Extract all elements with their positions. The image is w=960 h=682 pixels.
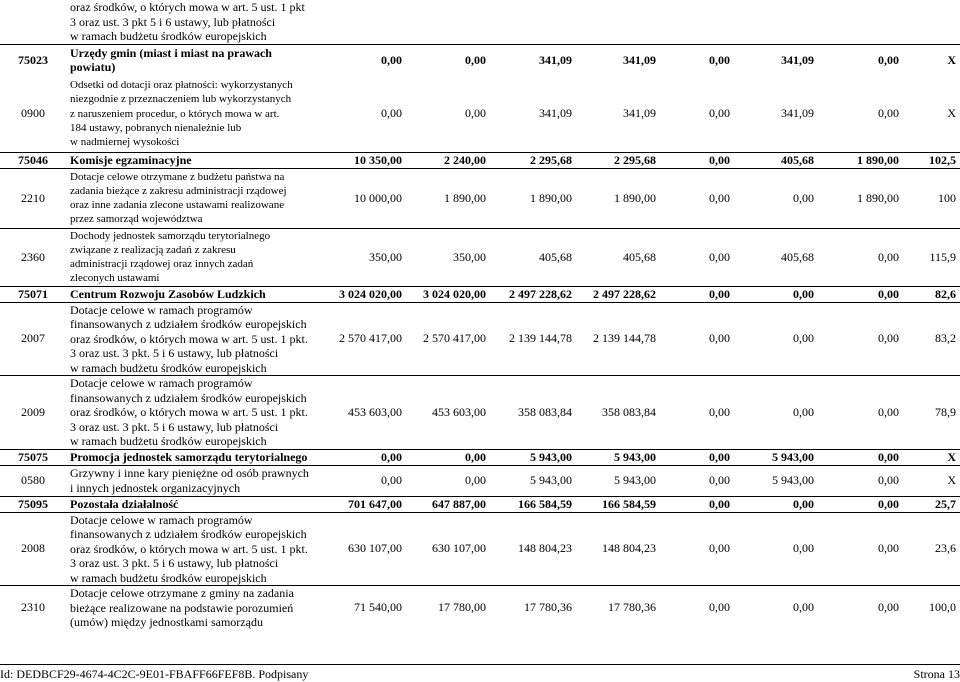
value-cell: 453 603,00: [406, 376, 490, 450]
value-cell: 630 107,00: [406, 512, 490, 586]
value-cell: 17 780,00: [438, 600, 486, 615]
description-line: finansowanych z udziałem środków europejskich: [70, 317, 307, 331]
value-cell: 1 890,00: [406, 168, 490, 228]
value-cell: 350,00: [406, 228, 490, 286]
value-cell: [322, 0, 406, 44]
value-cell: 341,09: [623, 52, 656, 67]
description-line: w ramach budżetu środków europejskich: [70, 360, 267, 375]
description-line: Dotacje celowe w ramach programów: [70, 302, 253, 317]
value-cell: 1 890,00: [818, 168, 903, 228]
value-cell: X: [903, 449, 960, 465]
value-cell: 2 497 228,62: [490, 286, 576, 302]
table-row: [0, 376, 960, 450]
row-code: 75046: [0, 152, 66, 168]
description-line: i innych jednostek organizacyjnych: [70, 480, 241, 495]
table-row: [0, 465, 960, 496]
value-cell: [734, 0, 818, 44]
value-cell: 0,00: [818, 449, 903, 465]
description-line: 184 ustawy, pobranych nienależnie lub: [70, 121, 242, 134]
row-code: 75023: [18, 52, 48, 67]
description-line: w ramach budżetu środków europejskich: [70, 434, 267, 448]
value-cell: 166 584,59: [576, 496, 660, 512]
description-line: 3 oraz ust. 3 pkt. 5 i 6 ustawy, lub płatności: [70, 346, 279, 360]
description-line: powiatu): [70, 60, 116, 75]
row-description: [66, 152, 322, 168]
description-line: Centrum Rozwoju Zasobów Ludzkich: [70, 286, 266, 301]
row-description: [66, 168, 322, 228]
value-cell: 0,00: [406, 465, 490, 496]
value-cell: 0,00: [660, 376, 734, 450]
value-cell: [576, 0, 660, 44]
value-cell: 10 350,00: [322, 152, 406, 168]
row-code: 2008: [0, 512, 66, 586]
row-description: [66, 512, 322, 586]
value-cell: 0,00: [660, 449, 734, 465]
description-line: w ramach budżetu środków europejskich: [70, 570, 267, 585]
row-code: 0580: [0, 465, 66, 496]
value-cell: 2 139 144,78: [490, 302, 576, 376]
value-cell: 0,00: [878, 52, 899, 67]
row-description: [66, 449, 322, 465]
row-code: 2360: [0, 228, 66, 286]
value-cell: 0,00: [660, 465, 734, 496]
value-cell: 78,9: [903, 376, 960, 450]
value-cell: 0,00: [322, 465, 406, 496]
description-line: Odsetki od dotacji oraz płatności: wykorzystanych: [70, 79, 293, 92]
value-cell: 2 240,00: [406, 152, 490, 168]
description-line: oraz środków, o których mowa w art. 5 ust. 1 pkt: [70, 0, 305, 14]
description-line: Dotacje celowe w ramach programów: [70, 376, 253, 390]
description-line: Dotacje celowe otrzymane z gminy na zadania: [70, 586, 294, 600]
description-line: związane z realizacją zadań z zakresu: [70, 243, 236, 256]
description-line: w ramach budżetu środków europejskich: [70, 29, 267, 43]
row-description: [66, 0, 322, 44]
value-cell: [490, 0, 576, 44]
description-line: 3 oraz ust. 3 pkt. 5 i 6 ustawy, lub płatności: [70, 419, 279, 434]
description-line: przez samorząd województwa: [70, 213, 203, 226]
description-line: Pozostała działalność: [70, 496, 179, 511]
description-line: oraz środków, o których mowa w art. 5 ust. 1 pkt.: [70, 331, 308, 346]
description-line: (umów) między jednostkami samorządu: [70, 615, 263, 629]
value-cell: 0,00: [818, 465, 903, 496]
description-line: 3 oraz ust. 3 pkt 5 i 6 ustawy, lub płatności: [70, 14, 276, 29]
row-description: [66, 586, 322, 630]
page-footer: [0, 664, 960, 681]
value-cell: 701 647,00: [322, 496, 406, 512]
row-code: 75095: [0, 496, 66, 512]
row-description: [66, 44, 322, 76]
description-line: zadania bieżące z zakresu administracji rządowej: [70, 184, 287, 197]
value-cell: 0,00: [734, 168, 818, 228]
description-line: Dotacje celowe w ramach programów: [70, 512, 253, 527]
value-cell: 0,00: [465, 106, 486, 121]
value-cell: 0,00: [660, 228, 734, 286]
value-cell: 2 570 417,00: [322, 302, 406, 376]
value-cell: 0,00: [734, 512, 818, 586]
row-code: 75071: [0, 286, 66, 302]
value-cell: 405,68: [576, 228, 660, 286]
value-cell: 0,00: [322, 449, 406, 465]
table-row: [0, 449, 960, 465]
table-row: [0, 512, 960, 586]
value-cell: 2 497 228,62: [576, 286, 660, 302]
value-cell: 0,00: [734, 286, 818, 302]
value-cell: 0,00: [818, 512, 903, 586]
row-code: 2310: [21, 600, 45, 615]
value-cell: 0,00: [734, 496, 818, 512]
description-line: finansowanych z udziałem środków europejskich: [70, 390, 307, 405]
value-cell: [818, 0, 903, 44]
row-description: [66, 76, 322, 152]
value-cell: 102,5: [903, 152, 960, 168]
description-line: administracji rządowej oraz innych zadań: [70, 258, 254, 270]
row-code: 75075: [0, 449, 66, 465]
value-cell: 5 943,00: [490, 465, 576, 496]
value-cell: [406, 0, 490, 44]
value-cell: 0,00: [406, 449, 490, 465]
description-line: z naruszeniem procedur, o których mowa w art.: [70, 107, 280, 120]
description-line: Komisje egzaminacyjne: [70, 152, 192, 167]
value-cell: 2 295,68: [576, 152, 660, 168]
value-cell: 5 943,00: [490, 449, 576, 465]
row-code: 2007: [0, 302, 66, 376]
value-cell: 148 804,23: [490, 512, 576, 586]
value-cell: 166 584,59: [490, 496, 576, 512]
row-code: 2210: [0, 168, 66, 228]
value-cell: 3 024 020,00: [406, 286, 490, 302]
value-cell: 100: [903, 168, 960, 228]
row-description: [66, 465, 322, 496]
value-cell: 5 943,00: [576, 465, 660, 496]
value-cell: 0,00: [818, 302, 903, 376]
value-cell: 405,68: [734, 152, 818, 168]
value-cell: 23,6: [903, 512, 960, 586]
value-cell: 5 943,00: [734, 465, 818, 496]
value-cell: 0,00: [709, 106, 730, 121]
description-line: niezgodnie z przeznaczeniem lub wykorzystanych: [70, 93, 292, 106]
value-cell: 0,00: [818, 286, 903, 302]
table-row: [0, 76, 960, 152]
description-line: Dochody jednostek samorządu terytorialnego: [70, 229, 271, 242]
value-cell: [660, 0, 734, 44]
value-cell: 2 295,68: [490, 152, 576, 168]
value-cell: 0,00: [660, 152, 734, 168]
document-id: Id: DEDBCF29-4674-4C2C-9E01-FBAFF66FEF8B. Podpisany: [0, 667, 309, 681]
row-description: [66, 376, 322, 450]
value-cell: 100,0: [929, 600, 956, 615]
value-cell: [903, 0, 960, 44]
description-line: bieżące realizowane na podstawie porozumień: [70, 600, 294, 615]
value-cell: X: [947, 52, 956, 67]
value-cell: 1 890,00: [490, 168, 576, 228]
page-number: Strona 13: [913, 667, 960, 681]
value-cell: 0,00: [381, 106, 402, 121]
value-cell: 0,00: [381, 52, 402, 67]
table-row: [0, 586, 960, 630]
value-cell: 341,09: [539, 52, 572, 67]
value-cell: 0,00: [465, 52, 486, 67]
value-cell: 358 083,84: [490, 376, 576, 450]
value-cell: 0,00: [709, 600, 730, 615]
table-row: [0, 152, 960, 168]
value-cell: 5 943,00: [576, 449, 660, 465]
value-cell: 0,00: [709, 52, 730, 67]
table-row: [0, 286, 960, 302]
description-line: oraz środków, o których mowa w art. 5 ust. 1 pkt.: [70, 541, 308, 556]
value-cell: 0,00: [660, 286, 734, 302]
value-cell: 17 780,36: [608, 600, 656, 615]
value-cell: X: [947, 106, 956, 121]
table-row: [0, 44, 960, 76]
table-row: [0, 228, 960, 286]
value-cell: 0,00: [878, 106, 899, 121]
table-row: [0, 0, 960, 44]
value-cell: 0,00: [660, 512, 734, 586]
value-cell: 405,68: [490, 228, 576, 286]
value-cell: 453 603,00: [322, 376, 406, 450]
value-cell: 405,68: [734, 228, 818, 286]
table-row: [0, 168, 960, 228]
value-cell: 358 083,84: [576, 376, 660, 450]
description-line: Dotacje celowe otrzymane z budżetu państwa na: [70, 170, 285, 183]
description-line: oraz inne zadania zlecone ustawami realizowane: [70, 199, 285, 211]
value-cell: 71 540,00: [354, 600, 402, 615]
row-description: [66, 496, 322, 512]
value-cell: 0,00: [660, 302, 734, 376]
description-line: 3 oraz ust. 3 pkt. 5 i 6 ustawy, lub płatności: [70, 556, 279, 570]
value-cell: 647 887,00: [406, 496, 490, 512]
description-line: w nadmiernej wysokości: [70, 136, 180, 149]
row-code: 0900: [21, 106, 45, 121]
value-cell: 17 780,36: [524, 600, 572, 615]
description-line: zleconych ustawami: [70, 272, 160, 285]
value-cell: 341,09: [781, 52, 814, 67]
value-cell: X: [903, 465, 960, 496]
row-code: 2009: [0, 376, 66, 450]
value-cell: 5 943,00: [734, 449, 818, 465]
value-cell: 341,09: [623, 106, 656, 121]
value-cell: 1 890,00: [576, 168, 660, 228]
value-cell: 0,00: [734, 376, 818, 450]
row-description: [66, 302, 322, 376]
value-cell: 0,00: [734, 302, 818, 376]
row-code: [0, 0, 66, 44]
value-cell: 630 107,00: [322, 512, 406, 586]
value-cell: 0,00: [793, 600, 814, 615]
description-line: Urzędy gmin (miast i miast na prawach: [70, 45, 272, 60]
value-cell: 0,00: [660, 496, 734, 512]
value-cell: 350,00: [322, 228, 406, 286]
description-line: oraz środków, o których mowa w art. 5 ust. 1 pkt.: [70, 405, 308, 419]
value-cell: 0,00: [818, 496, 903, 512]
description-line: Promocja jednostek samorządu terytorialnego: [70, 449, 308, 464]
value-cell: 2 570 417,00: [406, 302, 490, 376]
table-row: [0, 496, 960, 512]
value-cell: 83,2: [903, 302, 960, 376]
value-cell: 0,00: [660, 168, 734, 228]
value-cell: 341,09: [781, 106, 814, 121]
value-cell: 148 804,23: [576, 512, 660, 586]
value-cell: 0,00: [818, 228, 903, 286]
value-cell: 341,09: [539, 106, 572, 121]
value-cell: 82,6: [903, 286, 960, 302]
value-cell: 3 024 020,00: [322, 286, 406, 302]
description-line: Grzywny i inne kary pieniężne od osób prawnych: [70, 466, 309, 480]
table-row: [0, 302, 960, 376]
value-cell: 25,7: [903, 496, 960, 512]
value-cell: 1 890,00: [818, 152, 903, 168]
value-cell: 115,9: [903, 228, 960, 286]
row-description: [66, 286, 322, 302]
value-cell: 10 000,00: [322, 168, 406, 228]
description-line: finansowanych z udziałem środków europejskich: [70, 527, 307, 541]
value-cell: 2 139 144,78: [576, 302, 660, 376]
row-description: [66, 228, 322, 286]
value-cell: 0,00: [818, 376, 903, 450]
value-cell: 0,00: [878, 600, 899, 615]
